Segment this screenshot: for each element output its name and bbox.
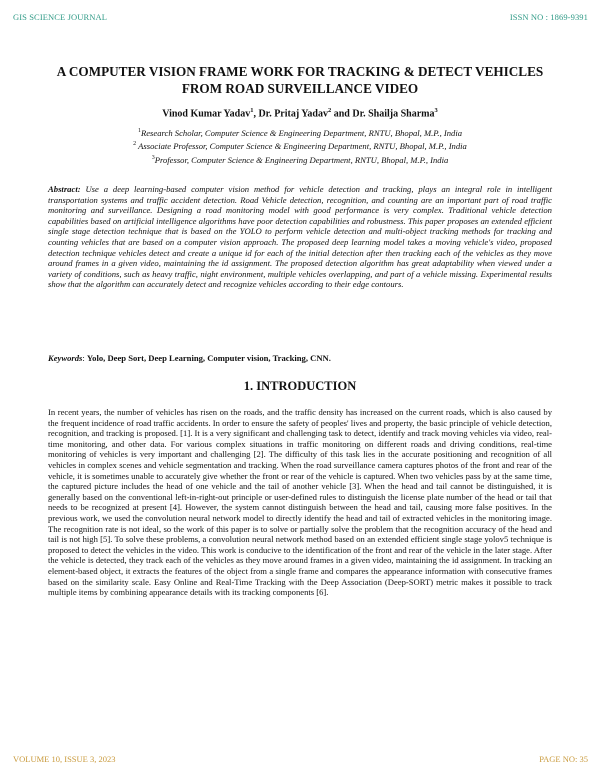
author-name: Dr. Pritaj Yadav bbox=[258, 108, 328, 120]
section-heading: 1. INTRODUCTION bbox=[243, 379, 357, 393]
abstract bbox=[48, 184, 552, 290]
author-name: Dr. Shailja Sharma bbox=[352, 108, 435, 120]
affiliation-line bbox=[40, 139, 560, 152]
affiliation-superscript: 2 bbox=[133, 141, 137, 148]
affiliation-text: Professor, Computer Science & Engineering Department, RNTU, Bhopal, M.P., India bbox=[154, 154, 449, 165]
author-name: Vinod Kumar Yadav bbox=[162, 108, 251, 120]
affiliation-line bbox=[40, 153, 560, 166]
author-separator: , bbox=[253, 108, 259, 120]
journal-name: GIS SCIENCE JOURNAL bbox=[13, 12, 107, 22]
author-superscript: 2 bbox=[327, 107, 332, 114]
keywords: Keywords: Yolo, Deep Sort, Deep Learning, Computer vision, Tracking, CNN. bbox=[48, 353, 331, 363]
author-superscript: 3 bbox=[434, 107, 438, 114]
issn-number: ISSN NO : 1869-9391 bbox=[509, 12, 588, 22]
affiliation-text: Associate Professor, Computer Science & Engineering Department, RNTU, Bhopal, M.P., India bbox=[138, 141, 467, 152]
affiliation-superscript: 3 bbox=[151, 154, 155, 161]
author-superscript: 1 bbox=[250, 107, 254, 114]
affiliation-superscript: 1 bbox=[137, 128, 141, 134]
keywords-text: Yolo, Deep Sort, Deep Learning, Computer vision, Tracking, CNN. bbox=[86, 353, 331, 363]
affiliation-list bbox=[40, 126, 560, 166]
keywords-label: Keywords bbox=[48, 353, 83, 363]
affiliation-text: Research Scholar, Computer Science & Engineering Department, RNTU, Bhopal, M.P., India bbox=[140, 127, 463, 138]
affiliation-line bbox=[40, 126, 560, 139]
page-number: PAGE NO: 35 bbox=[539, 754, 588, 764]
paper-title: A COMPUTER VISION FRAME WORK FOR TRACKING & DETECT VEHICLES FROM ROAD SURVEILLANCE VIDEO bbox=[56, 64, 544, 96]
abstract-label: Abstract: bbox=[48, 184, 81, 194]
introduction-paragraph: In recent years, the number of vehicles has risen on the roads, and the traffic density has increased on the current roads, which is also caused by the frequent incidence of road traffic accidents. In order to ensure the safety of peoples' lives and property, the basic principle of vehicle detection, recognition, and tracking is proposed. [1]. It is a very significant and challenging task to detect, identify and track moving vehicles via video, real-time monitoring, and other data. For various complex situations in traffic monitoring on different roads and driving conditions, real-time monitoring of vehicles is very important and challenging [2]. The difficulty of this task lies in the accurate positioning and recognition of all vehicles in complex scenes and vehicle segmentation and tracking. When the road surveillance camera captures photos of the front and rear of the vehicle, it is sometimes unable to accurately give whether the front or rear of the vehicle is captured. When two vehicles pass by at the same time, the captured picture includes the head of one vehicle and the tail of another vehicle [3]. When the head and tail cannot be distinguished, it is generally based on the conventional left-in-right-out principle or user-defined rules to distinguish the license plate number of the head or tail that needs to be recognized at present [4]. However, the system cannot distinguish between the head and tail, causing more false positives. In the previous work, we used the convolution neural network model to directly identify the head and tail of extracted vehicles in the monitoring image. The recognition rate is not ideal, so the work of this paper is to solve or partially solve the problem that the recognition accuracy of the head and tail is not high [5]. To solve these problems, a convolution neural network method based on an extended efficient single stage yolov5 technique is proposed to detect the vehicles in the video. This work is conducive to the identification of the front and rear of the vehicle in the later stage. After the vehicle is detected, they track each of the vehicles as they move around frames in a given video, maintaining the id assignment. In tracking an element-based object, it extracts the features of the object from a single frame and compares the appearance information with consecutive frames based on the similarity scale. Easy Online and Real-Time Tracking with the Deep Association (Deep-SORT) metric makes it possible to track multiple items by combining appearance details with its tracking components [6]. bbox=[48, 407, 552, 598]
author-list bbox=[40, 107, 560, 119]
volume-info: VOLUME 10, ISSUE 3, 2023 bbox=[13, 754, 116, 764]
abstract-text: Use a deep learning-based computer vision method for vehicle detection and tracking, plays an integral role in intelligent transportation systems and traffic accident detection. Road Vehicle detection, recognition, and counting are an important part of road traffic monitoring and surveillance. Designing a road monitoring model with good performance is very complex. Traditional vehicle detection capabilities based on artificial intelligence algorithms have poor detection capabilities and robustness. This paper proposes an extended efficient single stage detection technique that is based on the YOLO to perform vehicle detection and multi-object tracking methods for tracking and counting vehicles that are based on a computer vision approach. The proposed deep learning model takes a moving vehicle's video, proposed detection technique vehicles detect and create a unique id for each of the initial detection after then tracking each of the vehicles as they move around frames in a given video, maintaining the id assignment. The proposed detection algorithm has great adaptability when viewed under a variety of conditions, such as heavy traffic, night environment, multiple vehicles overlapping, and part of a vehicle missing. Experimental results show that the algorithm can accurately detect and recognize vehicles according to their edge contours. bbox=[48, 184, 553, 290]
author-separator: and bbox=[331, 108, 353, 120]
